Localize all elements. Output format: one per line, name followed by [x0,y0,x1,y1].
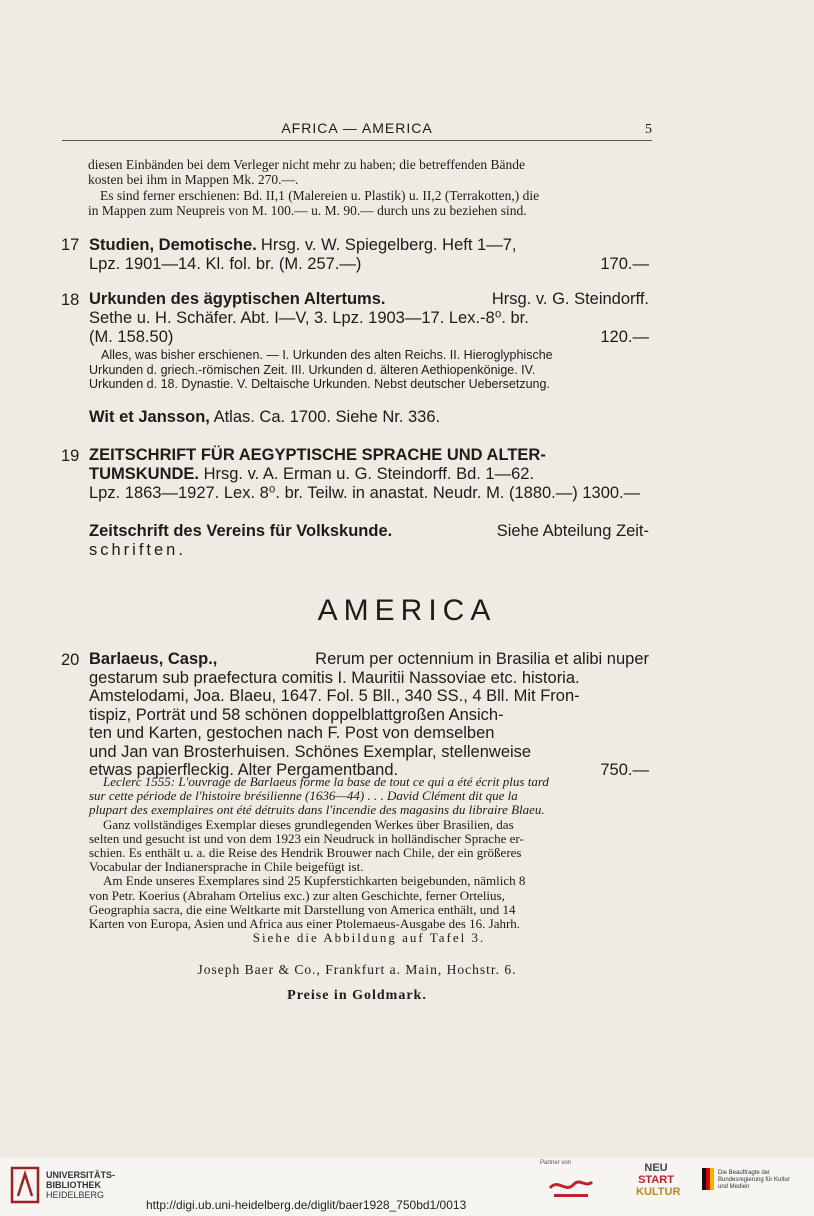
price: 120.— [600,328,649,346]
federal-flag-icon [702,1168,714,1190]
entry-number: 18 [61,291,80,309]
intro-paragraph [88,157,648,219]
entry-text: tispiz, Porträt und 58 schönen doppelblattgroßen Ansich- [89,705,504,724]
text-line: Urkunden d. griech.-römischen Zeit. III. Urkunden d. älteren Aethiopenkönige. IV. [89,362,536,377]
entry-wit [89,408,649,427]
bkm-label: Die Beauftragte der Bundesregierung für Kultur und Medien [718,1170,790,1190]
entry-text: Siehe Abteilung Zeit- [496,522,649,540]
text-line: Am Ende unseres Exemplares sind 25 Kupferstichkarten beigebunden, nämlich 8 [103,873,526,889]
entry-text: schriften. [89,541,186,559]
entry-text: Hrsg. v. A. Erman u. G. Steindorff. Bd. 1—62. [203,465,535,483]
entry-text: ten und Karten, gestochen nach F. Post von demselben [89,724,495,742]
entry-17 [89,235,649,274]
entry-20 [89,650,649,780]
library-name-line: BIBLIOTHEK [46,1180,101,1190]
entry-title: Urkunden des ägyptischen Altertums. [89,290,386,308]
entry-text: Sethe u. H. Schäfer. Abt. I—V, 3. Lpz. 1903—17. Lex.-8⁰. br. [89,309,529,327]
ddb-logo-icon[interactable] [546,1174,596,1200]
text-line: diesen Einbänden bei dem Verleger nicht mehr zu haben; die betreffenden Bände [88,157,525,172]
library-name-line: UNIVERSITÄTS- [46,1170,116,1180]
text-line: Geographia sacra, die eine Weltkarte mit Darstellung von America enthält, und 14 [89,901,516,917]
logo-text: NEU [644,1162,668,1174]
library-name[interactable] [46,1170,115,1200]
text-line: sur cette période de l'histoire brésilienne (1636—44) . . . David Clément dit que la [89,788,518,804]
logo-text: KULTUR [636,1186,681,1198]
entry-title: ZEITSCHRIFT FÜR AEGYPTISCHE SPRACHE UND ALTER- [89,446,546,464]
entry-18-note [89,348,649,392]
entry-title: Barlaeus, Casp., [89,650,218,668]
text-line: Urkunden d. 18. Dynastie. V. Deltaische Urkunden. Nebst deutscher Uebersetzung. [89,377,550,391]
entry-number: 17 [61,236,80,254]
entry-text: gestarum sub praefectura comitis I. Mauritii Nassoviae etc. historia. [89,668,580,687]
entry-number: 19 [61,447,80,465]
entry-text: Lpz. 1901—14. Kl. fol. br. (M. 257.—) [89,255,362,273]
page-number: 5 [645,122,652,137]
entry-text: und Jan van Brosterhuisen. Schönes Exemplar, stellenweise [89,742,532,761]
entry-text: Atlas. Ca. 1700. Siehe Nr. 336. [213,408,441,426]
running-header [62,118,652,141]
price: 750.— [600,761,649,779]
neustart-kultur-logo[interactable] [636,1162,681,1206]
logo-text: START [638,1174,674,1186]
entry-title: Wit et Jansson, [89,408,210,426]
text-line: Siehe die Abbildung auf Tafel 3. [252,930,486,946]
entry-20-note [89,775,649,945]
entry-text: Rerum per octennium in Brasilia et alibi nuper [315,650,649,668]
text-line: Leclerc 1555: L'ouvrage de Barlaeus forme la base de tout ce qui a été écrit plus tard [103,774,549,789]
entry-text: Hrsg. v. W. Spiegelberg. Heft 1—7, [260,236,517,254]
text-line: kosten bei ihm in Mappen Mk. 270.—. [88,172,299,188]
section-heading: AMERICA [317,594,497,627]
text-line: selten und gesucht ist und von dem 1923 ein Neudruck in holländischer Sprache er- [89,830,524,846]
entry-text: etwas papierfleckig. Alter Pergamentband. [89,761,399,779]
entry-number: 20 [61,651,80,669]
publisher-imprint: Joseph Baer & Co., Frankfurt a. Main, Hochstr. 6. [197,962,517,977]
text-line: Karten von Europa, Asien und Africa aus einer Ptolemaeus-Ausgabe des 16. Jahrh. [89,916,521,932]
header-title: AFRICA — AMERICA [281,120,433,136]
entry-text: Amstelodami, Joa. Blaeu, 1647. Fol. 5 Bll., 340 SS., 4 Bll. Mit Fron- [89,687,580,705]
text-line: Ganz vollständiges Exemplar dieses grundlegenden Werkes über Brasilien, das [103,816,514,832]
text-line: Alles, was bisher erschienen. — I. Urkunden des alten Reichs. II. Hieroglyphische [101,348,553,362]
price-notice: Preise in Goldmark. [287,988,427,1003]
entry-text: Hrsg. v. G. Steindorff. [491,290,649,308]
entry-text: (M. 158.50) [89,328,174,346]
text-line: Vocabular der Indianersprache in Chile beigefügt ist. [89,859,364,875]
entry-18 [89,290,649,347]
entry-title: Zeitschrift des Vereins für Volkskunde. [89,522,393,540]
library-name-line: HEIDELBERG [46,1190,105,1200]
entry-text: Lpz. 1863—1927. Lex. 8⁰. br. Teilw. in anastat. Neudr. M. (1880.—) 1300.— [89,484,641,502]
text-line: plupart des exemplaires ont été détruits dans l'incendie des magasins du libraire Blaeu. [89,802,545,818]
text-line: Es sind ferner erschienen: Bd. II,1 (Malereien u. Plastik) u. II,2 (Terrakotten,) die [100,187,540,203]
entry-title: TUMSKUNDE. [89,465,199,483]
permalink-url[interactable]: http://digi.ub.uni-heidelberg.de/diglit/baer1928_750bd1/0013 [146,1198,467,1212]
viewer-footer [0,1158,814,1216]
entry-title: Studien, Demotische. [89,236,257,254]
text-line: schien. Es enthält u. a. die Reise des Hendrik Brouwer nach Chile, der ein größeres [89,845,522,861]
text-line: von Petr. Koerius (Abraham Ortelius exc.) zur alten Geschichte, ferner Ortelius, [89,887,505,903]
library-seal-icon [10,1166,40,1204]
text-line: in Mappen zum Neupreis von M. 100.— u. M. 90.— durch uns zu beziehen sind. [88,203,527,219]
entry-19 [89,446,649,503]
price: 170.— [600,255,649,273]
partner-label: Partner von [540,1160,572,1166]
entry-zeitschrift-volkskunde [89,522,649,560]
